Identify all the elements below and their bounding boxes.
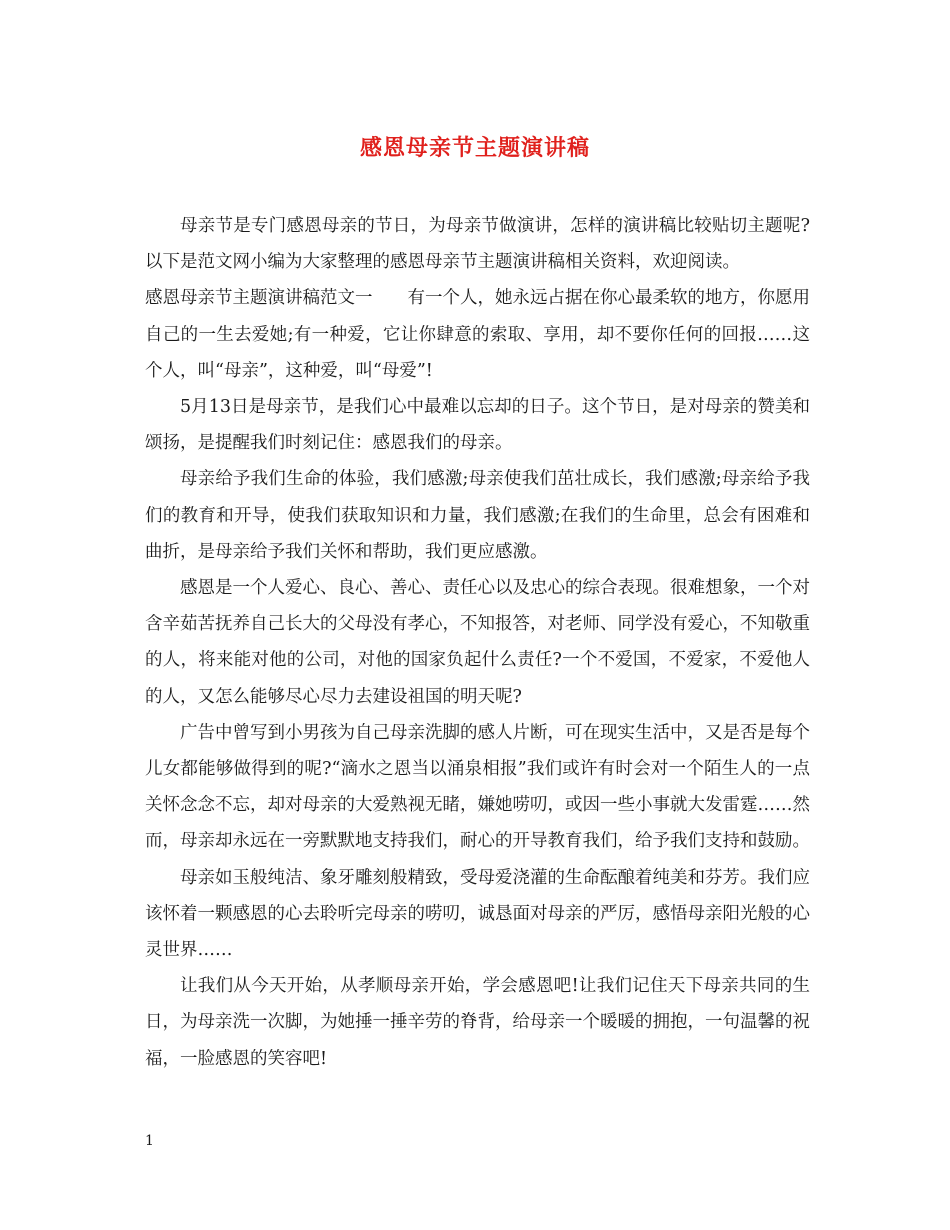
page-number: 1 [145, 1133, 154, 1149]
paragraph-advertisement: 广告中曾写到小男孩为自己母亲洗脚的感人片断，可在现实生活中，又是否是每个儿女都能够做得到的呢?“滴水之恩当以涌泉相报”我们或许有时会对一个陌生人的一点关怀念念不忘，却对母亲的大爱熟视无睹，嫌她唠叨，或因一些小事就大发雷霆……然而，母亲却永远在一旁默默地支持我们，耐心的开导教育我们，给予我们支持和鼓励。 [145, 722, 810, 852]
paragraph-gratitude-life: 母亲给予我们生命的体验，我们感激;母亲使我们茁壮成长，我们感激;母亲给予我们的教育和开导，使我们获取知识和力量，我们感激;在我们的生命里，总会有困难和曲折，是母亲给予我们关怀和帮助，我们更应感激。 [145, 469, 810, 562]
paragraph-may-13: 5月13日是母亲节，是我们心中最难以忘却的日子。这个节日，是对母亲的赞美和颂扬，是提醒我们时刻记住：感恩我们的母亲。 [145, 397, 810, 454]
paragraph-gratitude-definition: 感恩是一个人爱心、良心、善心、责任心以及忠心的综合表现。很难想象，一个对含辛茹苦抚养自己长大的父母没有孝心，不知报答，对老师、同学没有爱心，不知敬重的人，将来能对他的公司，对他的国家负起什么责任?一个不爱国，不爱家，不爱他人的人，又怎么能够尽心尽力去建设祖国的明天呢? [145, 578, 810, 707]
paragraph-mother-jade: 母亲如玉般纯洁、象牙雕刻般精致，受母爱浇灌的生命酝酿着纯美和芬芳。我们应该怀着一颗感恩的心去聆听完母亲的唠叨，诚恳面对母亲的严厉，感悟母亲阳光般的心灵世界…… [145, 867, 810, 961]
paragraph-intro: 母亲节是专门感恩母亲的节日，为母亲节做演讲，怎样的演讲稿比较贴切主题呢?以下是范文网小编为大家整理的感恩母亲节主题演讲稿相关资料，欢迎阅读。 [145, 216, 810, 273]
document-title: 感恩母亲节主题演讲稿 [359, 135, 590, 161]
paragraph-sample-one: 感恩母亲节主题演讲稿范文一 有一个人，她永远占据在你心最柔软的地方，你愿用自己的一生去爱她;有一种爱，它让你肆意的索取、享用，却不要你任何的回报……这个人，叫“母亲”，这种爱，叫“母爱”! [145, 288, 810, 381]
paragraph-conclusion: 让我们从今天开始，从孝顺母亲开始，学会感恩吧!让我们记住天下母亲共同的生日，为母亲洗一次脚，为她捶一捶辛劳的脊背，给母亲一个暖暖的拥抱，一句温馨的祝福，一脸感恩的笑容吧! [145, 976, 810, 1069]
document-body [145, 208, 810, 1077]
